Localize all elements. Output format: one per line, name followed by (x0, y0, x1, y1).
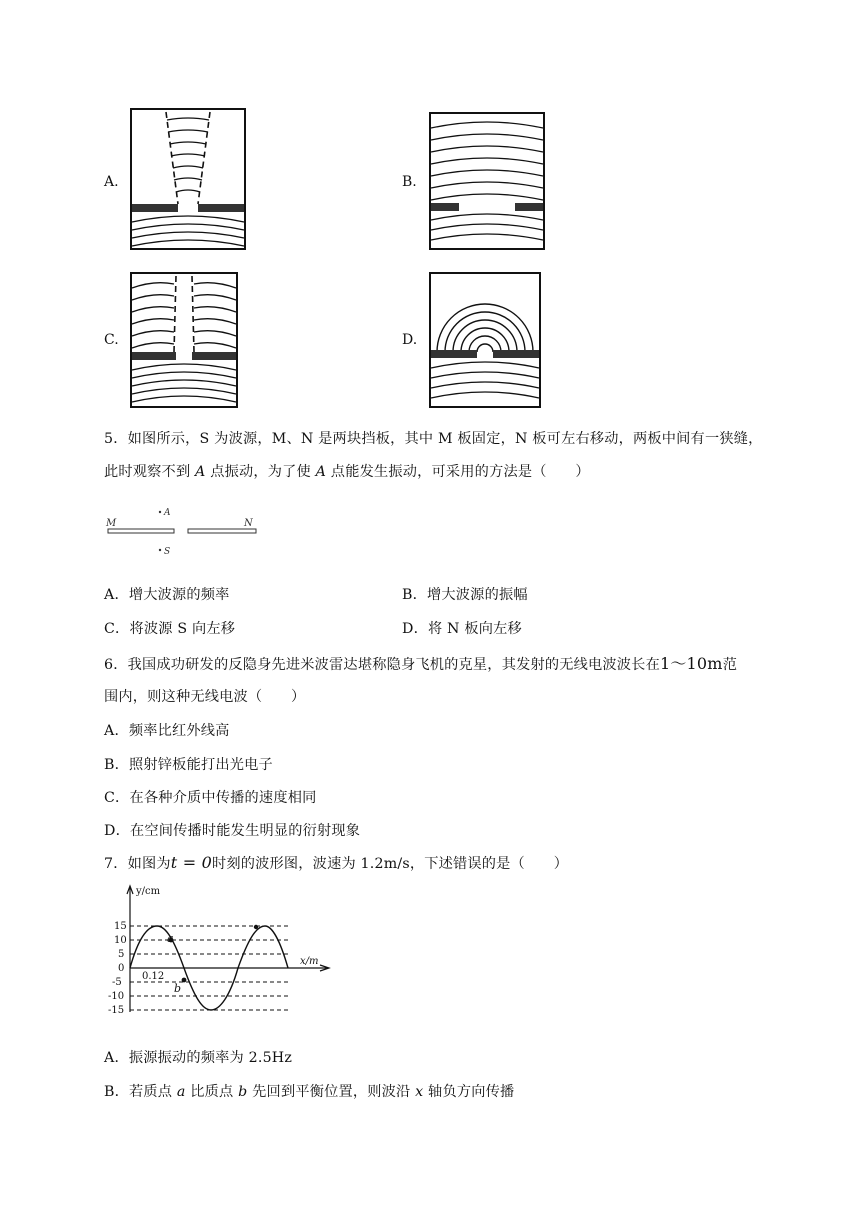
question-6-line-2: 围内，则这种无线电波（ ） (104, 689, 306, 705)
q6-option-b: B．照射锌板能打出光电子 (104, 757, 273, 773)
point-a: a (167, 932, 174, 945)
q5-point-a: A (315, 464, 327, 480)
y-axis-label: y/cm (136, 886, 161, 897)
q6-option-c: C．在各种介质中传播的速度相同 (104, 790, 317, 806)
q7-x-axis: x (415, 1084, 424, 1100)
question-6-line-1 (104, 651, 737, 674)
q5-option-c: C．将波源 S 向左移 (104, 621, 236, 637)
q7-time: t = 0 (170, 853, 212, 872)
q7-text: B．若质点 (104, 1084, 177, 1100)
y-tick: 5 (118, 949, 125, 960)
y-tick: -5 (112, 977, 122, 988)
q5-option-d: D．将 N 板向左移 (402, 621, 522, 637)
x-tick: 0.12 (142, 971, 165, 982)
q6-text: 6．我国成功研发的反隐身先进米波雷达堪称隐身飞机的克星，其发射的无线电波波长在 (104, 657, 660, 673)
y-tick: -15 (108, 1005, 125, 1016)
q6-option-a: A．频率比红外线高 (104, 723, 230, 739)
y-tick: 10 (114, 935, 127, 946)
q6-text: 范 (722, 657, 738, 673)
q6-option-d: D．在空间传播时能发生明显的衍射现象 (104, 823, 361, 839)
figure-option-d (429, 272, 541, 408)
y-tick: 0 (118, 963, 125, 974)
q5-point-a: A (195, 464, 206, 480)
q5-option-b: B．增大波源的振幅 (402, 587, 528, 603)
q7-point-b: b (238, 1084, 248, 1100)
option-label-d: D. (402, 332, 418, 348)
label-s: S (164, 547, 171, 557)
x-axis-label: x/m (300, 956, 319, 967)
q5-text: 此时观察不到 (104, 464, 196, 480)
question-5-line-2 (104, 461, 590, 481)
figure-option-a (130, 108, 246, 250)
q5-option-a: A．增大波源的频率 (104, 587, 230, 603)
q7-text: 轴负方向传播 (423, 1084, 515, 1100)
q7-point-a: a (176, 1084, 186, 1100)
q7-text: 7．如图为 (104, 856, 171, 872)
q5-text: 点能发生振动，可采用的方法是（ ） (326, 464, 590, 480)
figure-option-b (429, 112, 545, 250)
question-5-line-1: 5．如图所示，S 为波源，M、N 是两块挡板，其中 M 板固定，N 板可左右移动，两板中间有一狭缝， (104, 431, 763, 447)
option-label-b: B. (402, 174, 417, 190)
q5-figure (104, 502, 264, 560)
point-b: b (174, 982, 182, 995)
y-tick: 15 (114, 921, 127, 932)
q7-text: 时刻的波形图，波速为 1.2m/s，下述错误的是（ ） (211, 856, 569, 872)
label-a: A (164, 508, 171, 518)
q7-option-b (104, 1081, 514, 1101)
q7-text: 先回到平衡位置，则波沿 (247, 1084, 416, 1100)
option-label-c: C. (104, 332, 119, 348)
q6-wavelength: 1～10m (659, 654, 723, 673)
y-tick: -10 (108, 991, 125, 1002)
q7-wave-graph (100, 880, 340, 1020)
label-m: M (106, 518, 117, 529)
q7-option-a: A．振源振动的频率为 2.5Hz (104, 1050, 293, 1066)
question-7-line-1 (104, 853, 568, 873)
option-label-a: A. (104, 174, 119, 190)
figure-option-c (130, 272, 238, 408)
q5-text: 点振动，为了使 (205, 464, 316, 480)
label-n: N (244, 518, 253, 529)
q7-text: 比质点 (185, 1084, 239, 1100)
